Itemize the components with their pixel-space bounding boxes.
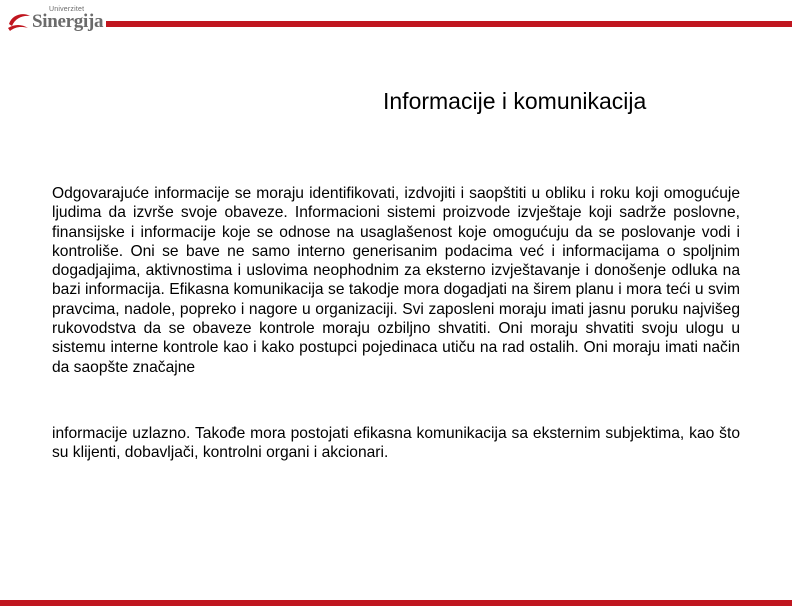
logo-swoosh-icon xyxy=(6,10,32,34)
logo-subtitle: Univerzitet xyxy=(49,6,85,13)
body-paragraph-2: informacije uzlazno. Takođe mora postojati efikasna komunikacija sa eksternim subjektima, kao što su klijenti, dobavljači, kontrolni organi i akcionari. xyxy=(52,425,740,462)
logo-name: Sinergija xyxy=(32,11,104,32)
university-logo xyxy=(6,6,102,34)
body-paragraph-1: Odgovarajuće informacije se moraju identifikovati, izdvojiti i saopštiti u obliku i roku koji omogućuje ljudima da izvrše svoje obaveze. Informacioni sistemi proizvode izvještaje koji sadrže poslovne, finansijske i informacije koje se odnose na usaglašenost koje omogućuju da se poslovanje vodi i kontroliše. Oni se bave ne samo interno generisanim podacima već i informacijama o spoljnim dogadjajima, aktivnostima i uslovima neophodnim za eksterno izvještavanje i donošenje odluka na bazi informacija. Efikasna komunikacija se takodje mora dogadjati na širem planu i mora teći u svim pravcima, nadole, popreko i nagore u organizaciji. Svi zaposleni moraju imati jasnu poruku najvišeg rukovodstva da se obaveze kontrole moraju ozbiljno shvatiti. Oni moraju shvatiti svoju ulogu u sistemu interne kontrole kao i kako postupci pojedinaca utiču na rad ostalih. Oni moraju imati način da saopšte značajne xyxy=(52,185,740,376)
footer-divider xyxy=(0,600,792,606)
slide-title: Informacije i komunikacija xyxy=(383,88,647,114)
header-divider xyxy=(106,21,792,27)
slide-header xyxy=(0,0,792,40)
